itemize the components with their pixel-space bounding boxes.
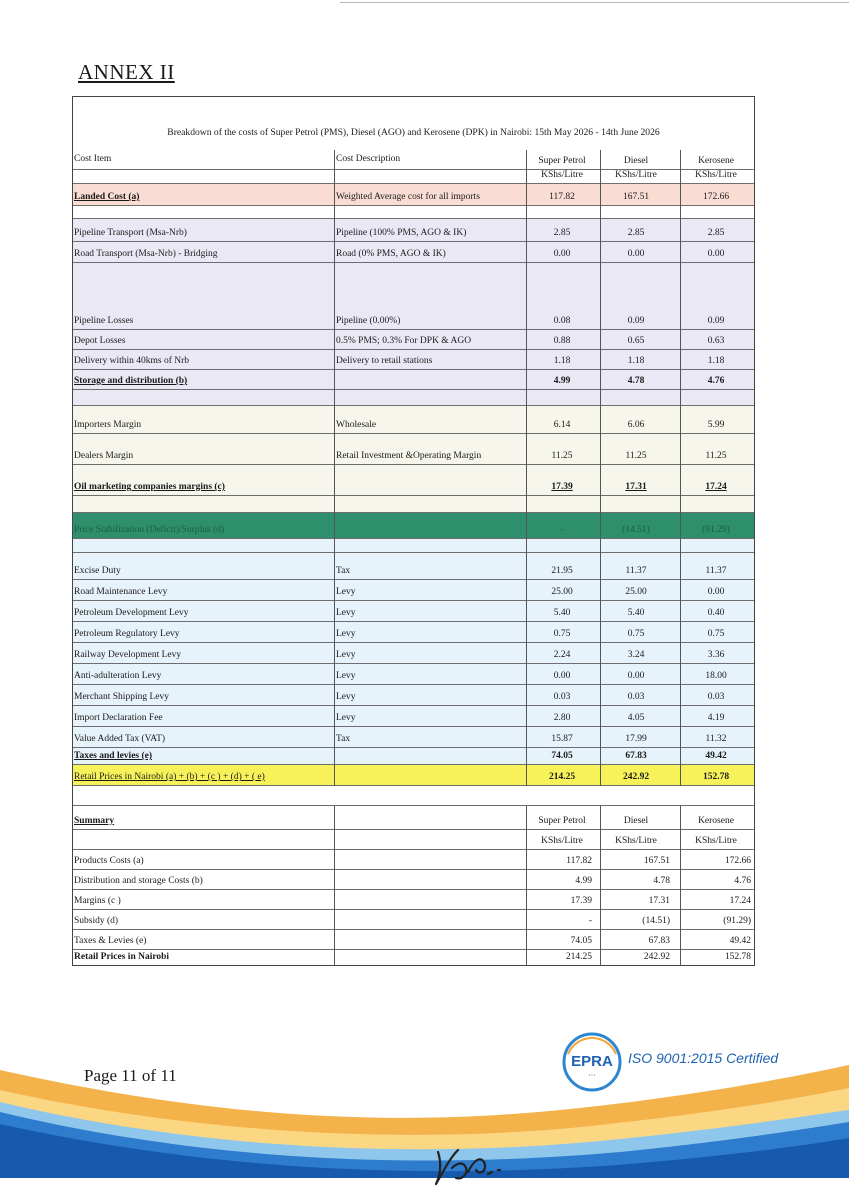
value-kerosene: 4.19 [707,713,725,723]
value-diesel: 0.09 [627,316,645,326]
cost-item: Oil marketing companies margins (c) [74,482,225,492]
value-super-petrol: 0.08 [553,316,571,326]
value-diesel: 6.06 [627,420,645,430]
summary-value-kerosene: 152.78 [724,952,751,962]
value-super-petrol: 25.00 [551,587,573,597]
value-super-petrol: 21.95 [551,566,573,576]
cost-description: Delivery to retail stations [336,356,433,366]
value-kerosene: 0.40 [707,608,725,618]
value-kerosene: 0.00 [707,587,725,597]
unit-diesel: KShs/Litre [615,170,657,180]
value-super-petrol: 5.40 [553,608,571,618]
value-diesel: 0.03 [627,692,645,702]
summary-value-diesel: 4.78 [653,876,670,886]
value-super-petrol: 15.87 [551,734,573,744]
value-kerosene: 172.66 [702,192,730,202]
value-kerosene: 18.00 [705,671,727,681]
summary-value-super-petrol: 117.82 [566,856,592,866]
value-kerosene: 152.78 [702,772,730,782]
cost-item: Landed Cost (a) [74,192,140,202]
value-diesel: 3.24 [627,650,645,660]
value-super-petrol: 11.25 [551,451,573,461]
value-super-petrol: 0.88 [553,336,571,346]
cost-breakdown-sheet [72,96,755,966]
cost-description: Levy [336,650,356,660]
value-super-petrol: 0.03 [553,692,571,702]
cost-item: Petroleum Regulatory Levy [74,629,180,639]
value-kerosene: 0.09 [707,316,725,326]
header-diesel: Diesel [623,156,649,166]
cost-item: Taxes and levies (e) [74,751,153,761]
cost-description: Levy [336,629,356,639]
column-divider [334,806,335,966]
cost-item: Retail Prices in Nairobi (a) + (b) + (c ) + (d) + ( e) [74,772,265,782]
summary-value-kerosene: 172.66 [724,856,751,866]
cost-item: Road Transport (Msa-Nrb) - Bridging [74,249,218,259]
value-diesel: 17.99 [625,734,647,744]
value-kerosene: 11.32 [705,734,727,744]
table-frame [72,96,755,966]
value-kerosene: (91.29) [702,525,730,535]
cost-description: Levy [336,608,356,618]
value-kerosene: 0.75 [707,629,725,639]
value-diesel: 17.31 [625,482,647,492]
column-divider [334,150,335,786]
value-diesel: 25.00 [625,587,647,597]
value-super-petrol: 117.82 [549,192,575,202]
unit-kerosene: KShs/Litre [695,170,737,180]
value-diesel: 4.05 [627,713,645,723]
summary-value-diesel: (14.51) [642,916,670,926]
header-cost-item: Cost Item [74,154,112,164]
cost-description: Wholesale [336,420,377,430]
value-super-petrol: 2.85 [553,228,571,238]
cost-item: Price Stabilization (Deficit)/Surplus (d) [74,525,225,535]
value-super-petrol: 2.24 [553,650,571,660]
header-super-petrol: Super Petrol [538,156,586,166]
value-super-petrol: 74.05 [551,751,573,761]
value-super-petrol: 0.00 [553,249,571,259]
cost-item: Delivery within 40kms of Nrb [74,356,190,366]
summary-item: Products Costs (a) [74,856,144,866]
value-diesel: 2.85 [627,228,645,238]
iso-certification: ISO 9001:2015 Certified [628,1050,779,1066]
value-diesel: 1.18 [627,356,645,366]
cost-description: Tax [336,566,351,576]
value-super-petrol: 214.25 [548,772,576,782]
value-super-petrol: 1.18 [553,356,571,366]
value-super-petrol: 17.39 [551,482,573,492]
handwritten-signature [428,1140,518,1190]
svg-text:• • •: • • • [588,1072,596,1077]
value-kerosene: 11.37 [705,566,727,576]
summary-unit-diesel: KShs/Litre [615,836,657,846]
summary-value-kerosene: 4.76 [734,876,751,886]
cost-item: Pipeline Losses [74,316,134,326]
summary-title: Summary [74,816,115,826]
value-super-petrol: 4.99 [553,376,571,386]
column-divider [600,150,601,786]
cost-item: Pipeline Transport (Msa-Nrb) [74,228,187,238]
svg-text:EPRA: EPRA [571,1053,613,1070]
value-kerosene: 0.00 [707,249,725,259]
value-kerosene: 5.99 [707,420,725,430]
cost-item: Merchant Shipping Levy [74,692,169,702]
summary-value-diesel: 17.31 [648,896,670,906]
summary-unit-kerosene: KShs/Litre [695,836,737,846]
column-divider [680,806,681,966]
table-title: Breakdown of the costs of Super Petrol (PMS), Diesel (AGO) and Kerosene (DPK) in Nairobi: 15th May 2026 - 14th June 2026 [167,127,660,138]
value-kerosene: 2.85 [707,228,725,238]
value-diesel: 4.78 [627,376,645,386]
value-super-petrol: 0.00 [553,671,571,681]
summary-item: Margins (c ) [74,896,121,906]
summary-value-super-petrol: - [588,916,592,926]
summary-header-super-petrol: Super Petrol [538,816,586,826]
summary-value-diesel: 67.83 [648,936,670,946]
cost-item: Depot Losses [74,336,126,346]
cost-description: Road (0% PMS, AGO & IK) [336,249,446,259]
value-diesel: 5.40 [627,608,645,618]
cost-item: Importers Margin [74,420,142,430]
top-rule [340,2,849,3]
cost-item: Dealers Margin [74,451,134,461]
value-diesel: 242.92 [622,772,650,782]
header-cost-description: Cost Description [336,154,401,164]
value-super-petrol: 6.14 [553,420,571,430]
value-diesel: 0.75 [627,629,645,639]
value-diesel: 11.37 [625,566,647,576]
value-super-petrol: 0.75 [553,629,571,639]
value-kerosene: 49.42 [705,751,727,761]
column-divider [680,150,681,786]
value-kerosene: 17.24 [705,482,727,492]
cost-description: Retail Investment &Operating Margin [336,451,482,461]
cost-description: Levy [336,671,356,681]
summary-header-diesel: Diesel [623,816,649,826]
summary-value-super-petrol: 214.25 [565,952,592,962]
summary-item: Taxes & Levies (e) [74,936,147,946]
summary-item: Distribution and storage Costs (b) [74,876,203,886]
cost-item: Road Maintenance Levy [74,587,168,597]
unit-super-petrol: KShs/Litre [541,170,583,180]
cost-description: Levy [336,692,356,702]
cost-description: Tax [336,734,351,744]
value-kerosene: 11.25 [705,451,727,461]
summary-value-diesel: 167.51 [643,856,670,866]
value-diesel: 0.00 [627,249,645,259]
cost-item: Petroleum Development Levy [74,608,189,618]
column-divider [526,150,527,786]
summary-unit-super-petrol: KShs/Litre [541,836,583,846]
column-divider [600,806,601,966]
value-kerosene: 0.03 [707,692,725,702]
value-kerosene: 1.18 [707,356,725,366]
header-kerosene: Kerosene [698,156,734,166]
value-diesel: 67.83 [625,751,647,761]
value-kerosene: 0.63 [707,336,725,346]
cost-item: Import Declaration Fee [74,713,163,723]
summary-item: Retail Prices in Nairobi [74,952,170,962]
cost-description: Pipeline (100% PMS, AGO & IK) [336,228,467,238]
value-diesel: 0.65 [627,336,645,346]
cost-item: Anti-adulteration Levy [74,671,162,681]
summary-value-super-petrol: 17.39 [570,896,592,906]
summary-header-kerosene: Kerosene [698,816,734,826]
value-diesel: 167.51 [622,192,650,202]
cost-item: Value Added Tax (VAT) [74,734,166,744]
value-kerosene: 4.76 [707,376,725,386]
annex-heading: ANNEX II [78,60,175,84]
epra-logo [560,1030,624,1094]
cost-item: Excise Duty [74,566,121,576]
cost-description: Levy [336,587,356,597]
value-super-petrol: 2.80 [553,713,571,723]
summary-value-kerosene: 17.24 [729,896,751,906]
summary-value-super-petrol: 74.05 [570,936,592,946]
cost-description: 0.5% PMS; 0.3% For DPK & AGO [336,336,472,346]
cost-description: Pipeline (0.00%) [336,316,401,326]
cost-item: Storage and distribution (b) [74,376,188,386]
value-diesel: 0.00 [627,671,645,681]
column-divider [526,806,527,966]
value-super-petrol: - [560,525,564,535]
cost-description: Levy [336,713,356,723]
summary-value-kerosene: (91.29) [723,916,751,926]
cost-description: Weighted Average cost for all imports [336,192,480,202]
value-diesel: (14.51) [622,525,650,535]
summary-value-kerosene: 49.42 [729,936,751,946]
value-kerosene: 3.36 [707,650,725,660]
page-number: Page 11 of 11 [84,1066,177,1085]
cost-item: Railway Development Levy [74,650,182,660]
summary-value-super-petrol: 4.99 [575,876,592,886]
value-diesel: 11.25 [625,451,647,461]
summary-item: Subsidy (d) [74,916,119,926]
summary-value-diesel: 242.92 [643,952,670,962]
